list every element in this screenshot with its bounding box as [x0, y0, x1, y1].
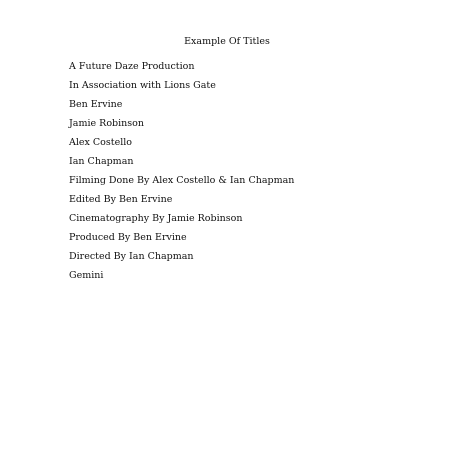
title-line-production: A Future Daze Production	[69, 61, 195, 72]
title-line-jamie-robinson: Jamie Robinson	[69, 118, 144, 129]
title-line-ian-chapman: Ian Chapman	[69, 156, 134, 167]
document-title	[0, 36, 452, 47]
title-line-produced: Produced By Ben Ervine	[69, 232, 187, 243]
document-title-text: Example Of Titles	[184, 36, 270, 47]
title-list	[69, 57, 294, 285]
title-line-association: In Association with Lions Gate	[69, 80, 216, 91]
title-line-ben-ervine: Ben Ervine	[69, 99, 123, 110]
title-line-edited: Edited By Ben Ervine	[69, 194, 173, 205]
title-line-alex-costello: Alex Costello	[69, 137, 132, 148]
title-line-filming: Filming Done By Alex Costello & Ian Chapman	[69, 175, 295, 186]
title-line-gemini: Gemini	[69, 270, 104, 281]
title-line-cinematography: Cinematography By Jamie Robinson	[69, 213, 243, 224]
title-line-directed: Directed By Ian Chapman	[69, 251, 194, 262]
